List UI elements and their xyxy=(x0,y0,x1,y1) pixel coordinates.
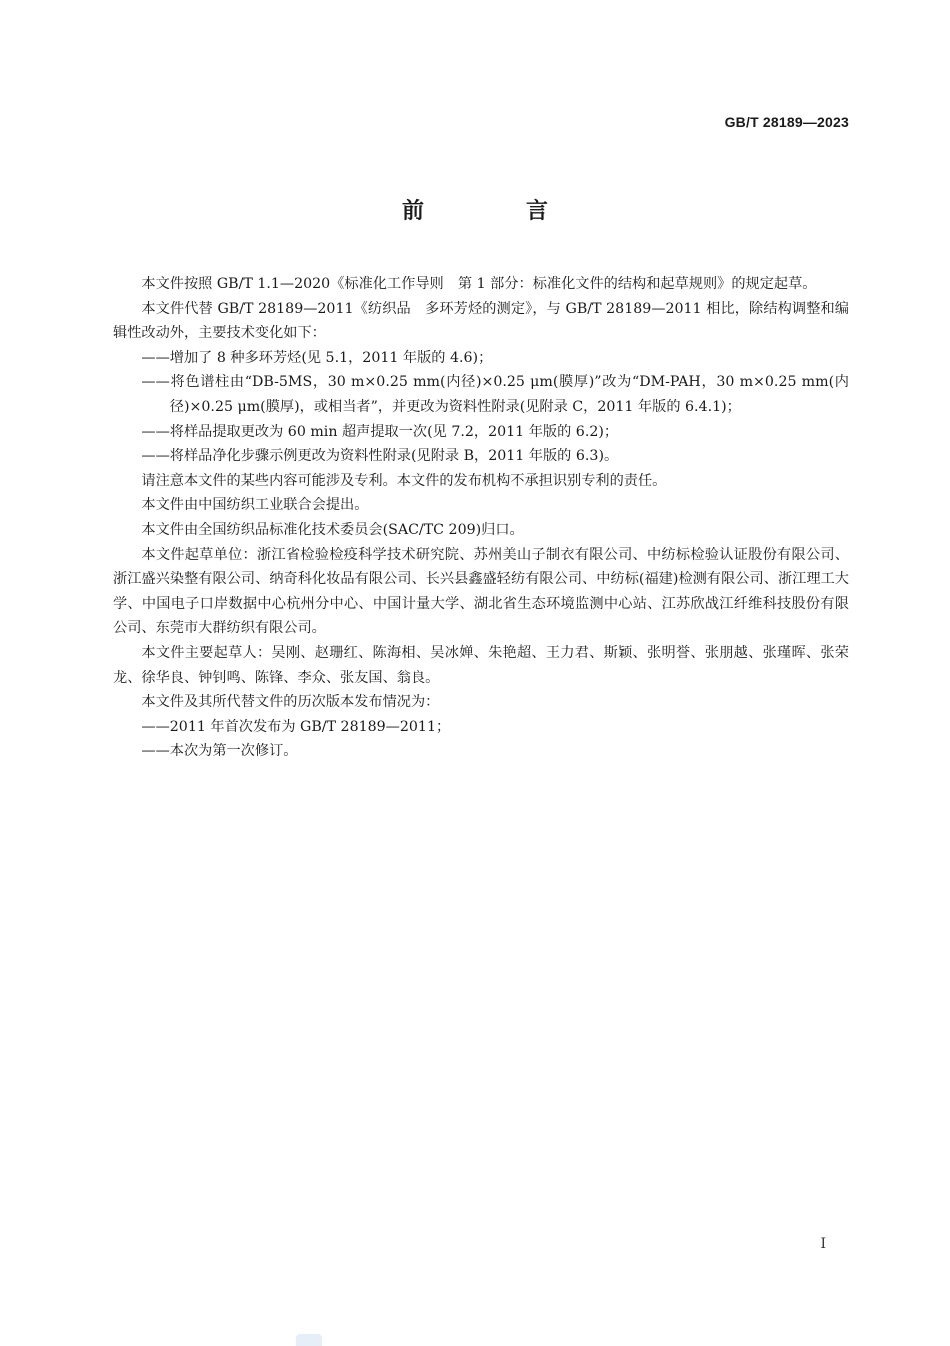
paragraph-replacement: 本文件代替 GB/T 28189—2011《纺织品 多环芳烃的测定》，与 GB/T 28189—2011 相比，除结构调整和编辑性改动外，主要技术变化如下： xyxy=(113,300,849,342)
paragraph-history: 本文件及其所代替文件的历次版本发布情况为： xyxy=(141,694,440,711)
foreword-body xyxy=(113,272,849,764)
change-item-pah: ——增加了 8 种多环芳烃(见 5.1，2011 年版的 4.6)； xyxy=(141,349,493,366)
paragraph-patent: 请注意本文件的某些内容可能涉及专利。本文件的发布机构不承担识别专利的责任。 xyxy=(141,472,667,489)
page-number: I xyxy=(820,1236,826,1252)
paragraph-drafters: 本文件主要起草人：吴刚、赵珊红、陈海相、吴冰婵、朱艳超、王力君、斯颖、张明誉、张朋越、张瑾晖、张荣龙、徐华良、钟钊鸣、陈锋、李众、张友国、翁良。 xyxy=(113,644,849,686)
paragraph-proposer: 本文件由中国纺织工业联合会提出。 xyxy=(141,497,369,514)
change-item-column: ——将色谱柱由“DB-5MS，30 m×0.25 mm(内径)×0.25 μm(膜厚)”改为“DM-PAH，30 m×0.25 mm(内径)×0.25 μm(膜厚)，或相当者”，并更改为资料性附录(见附录 C，2011 年版的 6.4.1)； xyxy=(141,374,849,415)
change-item-cleanup: ——将样品净化步骤示例更改为资料性附录(见附录 B，2011 年版的 6.3)。 xyxy=(141,448,619,465)
standard-code: GB/T 28189—2023 xyxy=(724,114,849,130)
change-item-extraction: ——将样品提取更改为 60 min 超声提取一次(见 7.2，2011 年版的 6.2)； xyxy=(141,423,619,440)
history-item-2011: ——2011 年首次发布为 GB/T 28189—2011； xyxy=(141,718,451,735)
paragraph-committee: 本文件由全国纺织品标准化技术委员会(SAC/TC 209)归口。 xyxy=(141,521,524,538)
paragraph-drafting-units: 本文件起草单位：浙江省检验检疫科学技术研究院、苏州美山子制衣有限公司、中纺标检验认证股份有限公司、浙江盛兴染整有限公司、纳奇科化妆品有限公司、长兴县鑫盛轻纺有限公司、中纺标(福建)检测有限公司、浙江理工大学、中国电子口岸数据中心杭州分中心、中国计量大学、湖北省生态环境监测中心站、江苏欣战江纤维科技股份有限公司、东莞市大群纺织有限公司。 xyxy=(113,546,849,637)
page-title: 前 言 xyxy=(401,199,588,224)
scan-artifact xyxy=(296,1334,322,1346)
paragraph-drafting-rules: 本文件按照 GB/T 1.1—2020《标准化工作导则 第 1 部分：标准化文件的结构和起草规则》的规定起草。 xyxy=(141,276,817,292)
history-item-revision: ——本次为第一次修订。 xyxy=(141,743,298,760)
